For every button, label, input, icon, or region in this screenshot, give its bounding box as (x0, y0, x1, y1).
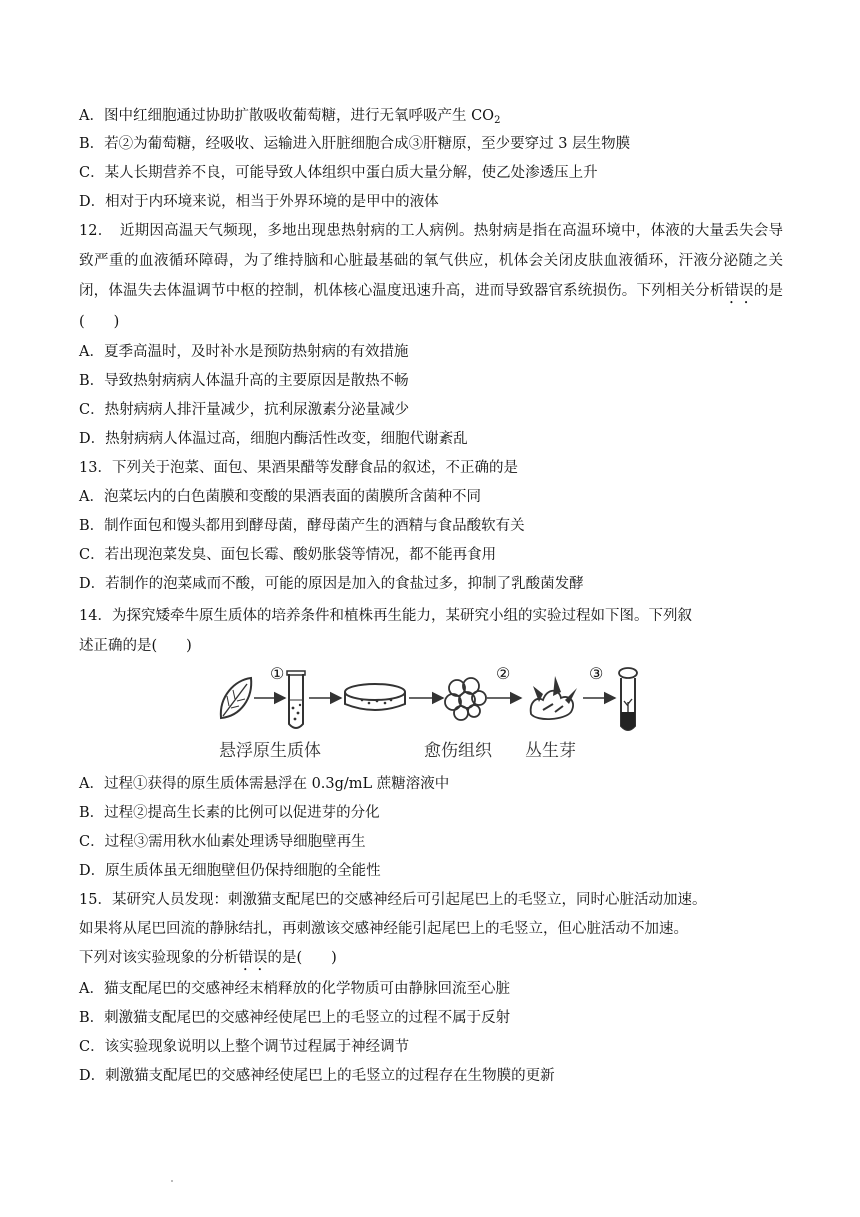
q14-option-a: A．过程①获得的原生质体需悬浮在 0.3g/mL 蔗糖溶液中 (79, 776, 450, 792)
test-tube-icon (287, 671, 305, 728)
callus-icon (445, 678, 486, 720)
shoots-caption: 丛生芽 (525, 741, 576, 761)
q15-option-d: D．刺激猫支配尾巴的交感神经使尾巴上的毛竖立的过程存在生物膜的更新 (79, 1068, 555, 1084)
q12-emphasis: 错误 (724, 283, 754, 299)
q14-stem-line1: 14．为探究矮牵牛原生质体的培养条件和植株再生能力，某研究小组的实验过程如下图。下列叙 (79, 608, 692, 624)
q12-option-a: A．夏季高温时，及时补水是预防热射病的有效措施 (79, 344, 409, 360)
culture-tube-icon (619, 668, 637, 730)
shoot-cluster-icon (531, 676, 577, 719)
q13-option-a: A．泡菜坛内的白色菌膜和变酸的果酒表面的菌膜所含菌种不同 (79, 489, 481, 505)
q15-option-b: B．刺激猫支配尾巴的交感神经使尾巴上的毛竖立的过程不属于反射 (79, 1010, 511, 1026)
q15-option-c: C．该实验现象说明以上整个调节过程属于神经调节 (79, 1039, 410, 1055)
q12-stem: 12． 近期因高温天气频现，多地出现患热射病的工人病例。热射病是指在高温环境中，体液的大量丢失会导致严重的血液循环障碍，为了维持脑和心脏最基础的氧气供应，机体会关闭皮肤血液循环，汗液分泌随之关闭，体温失去体温调节中枢的控制，机体核心温度迅速升高，进而导致器官系统损伤。下列相关分析错误的是( ) (79, 223, 784, 330)
callus-caption: 愈伤组织 (424, 741, 492, 761)
q12-option-b: B．导致热射病病人体温升高的主要原因是散热不畅 (79, 373, 409, 389)
q15-stem-line3: 下列对该实验现象的分析错误的是( ) (79, 950, 337, 966)
q13-option-b: B．制作面包和馒头都用到酵母菌，酵母菌产生的酒精与食品酸软有关 (79, 518, 525, 534)
protoplast-caption: 悬浮原生质体 (219, 741, 321, 761)
q14-option-b: B．过程②提高生长素的比例可以促进芽的分化 (79, 805, 380, 821)
q15-emphasis: 错误 (238, 950, 268, 966)
step-1-label: ① (270, 664, 285, 683)
q12-option-c: C．热射病病人排汗量减少，抗利尿激素分泌量减少 (79, 402, 410, 418)
q11-option-d: D．相对于内环境来说，相当于外界环境的是甲中的液体 (79, 194, 439, 210)
q13-option-d: D．若制作的泡菜咸而不酸，可能的原因是加入的食盐过多，抑制了乳酸菌发酵 (79, 576, 584, 592)
q14-stem-line2: 述正确的是( ) (79, 638, 192, 654)
q11-option-c: C．某人长期营养不良，可能导致人体组织中蛋白质大量分解，使乙处渗透压上升 (79, 165, 598, 181)
q15-stem-line1: 15．某研究人员发现：刺激猫支配尾巴的交感神经后可引起尾巴上的毛竖立，同时心脏活动加速。 (79, 892, 707, 908)
petri-dish-icon (345, 684, 405, 710)
q15-option-a: A．猫支配尾巴的交感神经末梢释放的化学物质可由静脉回流至心脏 (79, 981, 510, 997)
q11-option-b: B．若②为葡萄糖，经吸收、运输进入肝脏细胞合成③肝糖原，至少要穿过 3 层生物膜 (79, 136, 631, 152)
q11-option-a: A．图中红细胞通过协助扩散吸收葡萄糖，进行无氧呼吸产生 $CO_2$ (79, 108, 501, 126)
q14-option-c: C．过程③需用秋水仙素处理诱导细胞壁再生 (79, 834, 366, 850)
page-dot (171, 1180, 173, 1182)
q13-option-c: C．若出现泡菜发臭、面包长霉、酸奶胀袋等情况，都不能再食用 (79, 547, 497, 563)
leaf-icon (221, 678, 251, 718)
step-3-label: ③ (589, 664, 604, 683)
q14-option-d: D．原生质体虽无细胞壁但仍保持细胞的全能性 (79, 863, 381, 879)
q13-stem: 13．下列关于泡菜、面包、果酒果醋等发酵食品的叙述，不正确的是 (79, 460, 518, 476)
q12-option-d: D．热射病病人体温过高，细胞内酶活性改变，细胞代谢紊乱 (79, 431, 468, 447)
tissue-culture-diagram (217, 666, 643, 768)
q15-stem-line2: 如果将从尾巴回流的静脉结扎，再刺激该交感神经能引起尾巴上的毛竖立，但心脏活动不加速。 (79, 921, 688, 937)
step-2-label: ② (496, 664, 511, 683)
